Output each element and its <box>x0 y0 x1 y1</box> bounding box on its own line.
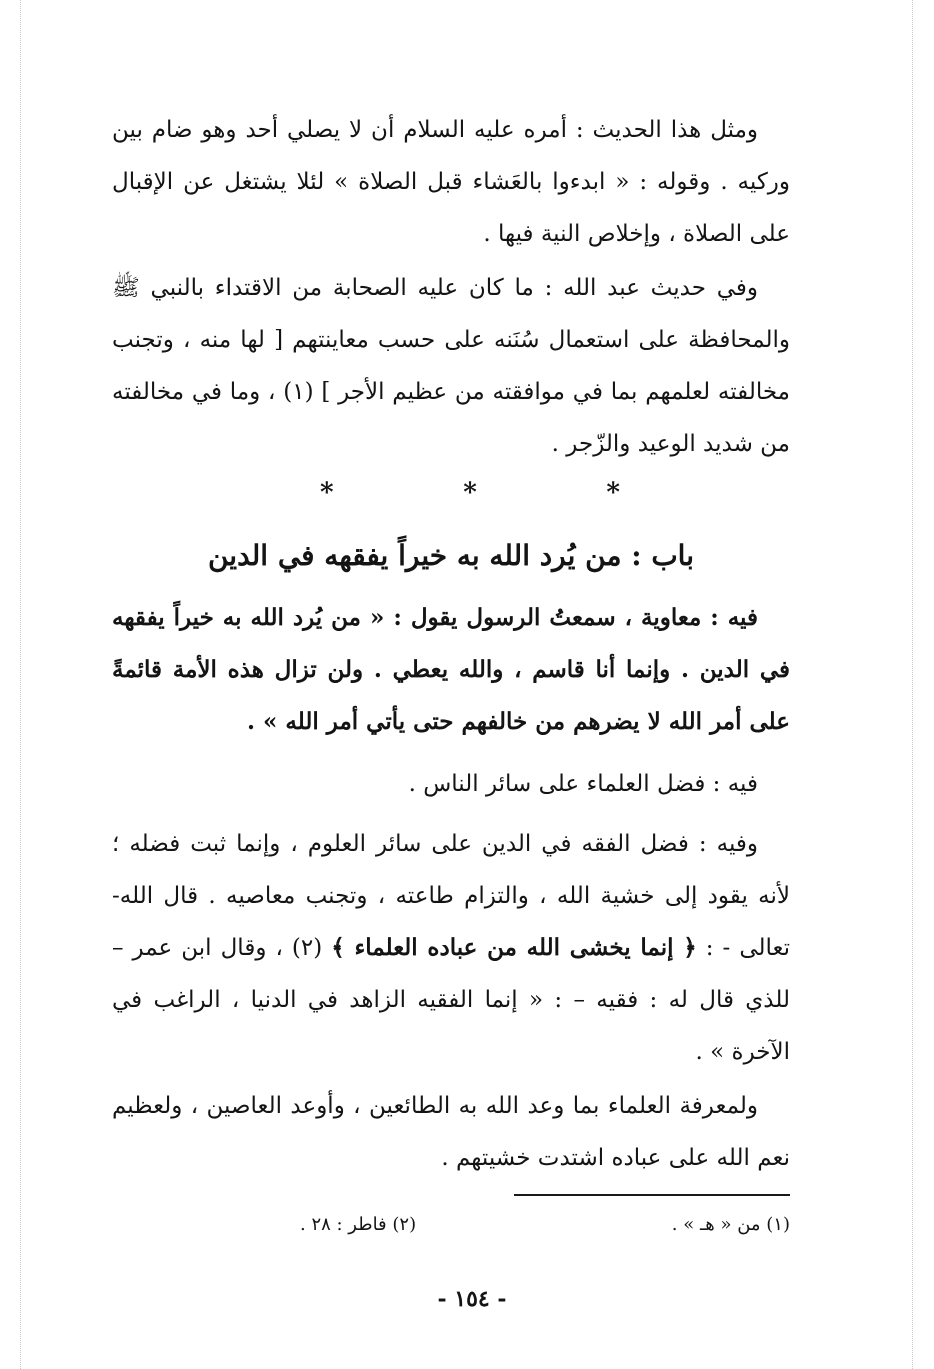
scan-margin-right <box>912 0 913 1369</box>
footnote-marker: (٢) <box>291 935 323 961</box>
chapter-title: باب : من يُرد الله به خيراً يفقهه في الدين <box>207 539 695 572</box>
footnote-2: (٢) فاطر : ٢٨ . <box>300 1214 417 1235</box>
paragraph-abdullah-hadith <box>112 262 790 470</box>
separator-star: * <box>606 478 620 508</box>
paragraph-text-part: وفي حديث عبد الله : ما كان عليه الصحابة من الاقتداء بالنبي ﷺ والمحافظة على استعمال سُنَنه على حسب معاينتهم [ لها منه ، وتجنب مخالفته لعلمهم بما في موافقته من عظيم الأجر ] <box>112 275 791 405</box>
separator-star: * <box>463 478 477 508</box>
footnote-1: (١) من « هـ » . <box>671 1214 790 1235</box>
benefit-paragraph <box>112 758 790 810</box>
benefit-paragraph <box>112 1080 790 1184</box>
footnote-divider <box>514 1194 790 1196</box>
separator-star: * <box>320 478 334 508</box>
chapter-hadith <box>112 592 790 748</box>
paragraph-text: ولمعرفة العلماء بما وعد الله به الطائعين ، وأوعد العاصين ، ولعظيم نعم الله على عباده اشتدت خشيتهم . <box>112 1093 790 1171</box>
quran-verse: ﴿ إنما يخشى الله من عباده العلماء ﴾ <box>331 934 697 961</box>
footnotes <box>300 1208 790 1242</box>
paragraph-text-part: ، وقال ابن عمر – للذي قال له : فقيه – : « إنما الفقيه الزاهد في الدنيا ، الراغب في الآخرة » . <box>112 935 790 1065</box>
paragraph-text: فيه : فضل العلماء على سائر الناس . <box>408 771 758 797</box>
paragraph-text-part: وفيه : فضل الفقه في الدين على سائر العلوم ، وإنما ثبت فضله ؛ لأنه يقود إلى خشية الله ، والتزام طاعته ، وتجنب معاصيه . قال الله- تعالى - : <box>112 831 790 961</box>
paragraph-text: ومثل هذا الحديث : أمره عليه السلام أن لا يصلي أحد وهو ضام بين وركيه . وقوله : « ابدءوا بالعَشاء قبل الصلاة » لئلا يشتغل عن الإقبال على الصلاة ، وإخلاص النية فيها . <box>112 117 790 247</box>
paragraph-text <box>112 818 790 1078</box>
footnote-marker: (١) <box>283 379 314 405</box>
hadith-text: فيه : معاوية ، سمعتُ الرسول يقول : « من يُرد الله به خيراً يفقهه في الدين . وإنما أنا قاسم ، والله يعطي . ولن تزال هذه الأمة قائمةً على أمر الله لا يضرهم من خالفهم حتى يأتي أمر الله » . <box>112 604 790 735</box>
section-separator <box>320 478 620 508</box>
paragraph-prayer-hadith <box>112 104 790 260</box>
paragraph-text-part: ، وما في مخالفته من شديد الوعيد والزّجر . <box>112 379 790 457</box>
benefit-paragraph <box>112 818 790 1078</box>
scan-margin-left <box>20 0 21 1369</box>
page-number: - ١٥٤ - <box>437 1286 507 1312</box>
paragraph-text <box>112 262 790 470</box>
